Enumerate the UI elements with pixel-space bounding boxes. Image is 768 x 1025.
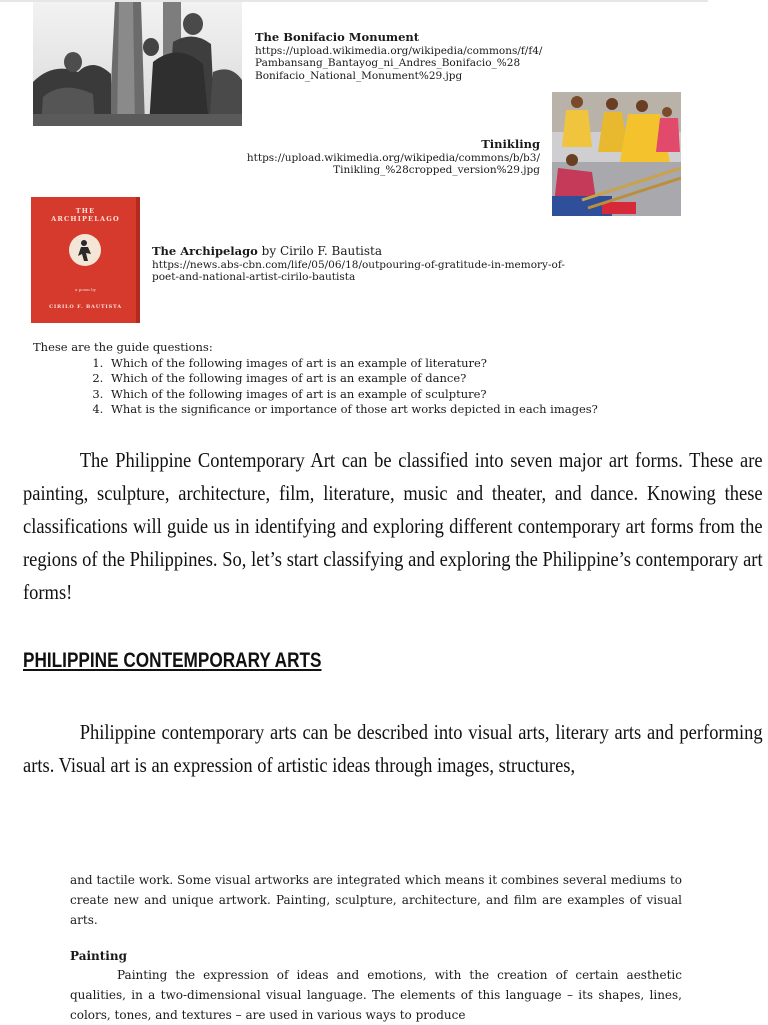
tinikling-url-line: Tinikling_%28cropped_version%29.jpg xyxy=(333,164,540,176)
monument-illustration xyxy=(33,2,242,126)
guide-question: 3. Which of the following images of art is an example of sculpture? xyxy=(107,387,703,403)
monument-url-line: Pambansang_Bantayog_ni_Andres_Bonifacio_%28 xyxy=(255,57,521,69)
book-cover-title-line: THE xyxy=(75,207,96,215)
tinikling-url-line: https://upload.wikimedia.org/wikipedia/commons/b/b3/ xyxy=(246,151,540,164)
bonifacio-monument-image xyxy=(33,2,242,126)
tinikling-illustration xyxy=(552,92,681,216)
tinikling-image xyxy=(552,92,681,216)
archipelago-caption-title: The Archipelago xyxy=(152,244,258,258)
intro-paragraph: The Philippine Contemporary Art can be classified into seven major art forms. These are painting, sculpture, architecture, film, literature, music and theater, and dance. Knowing these classifications will guide us in identifying and exploring different contemporary art forms from the regions of the Philippines. So, let’s start classifying and exploring the Philippine’s contemporary art forms! xyxy=(23,448,763,604)
section-heading: PHILIPPINE CONTEMPORARY ARTS xyxy=(23,648,322,672)
guide-intro: These are the guide questions: xyxy=(33,340,213,354)
book-cover-title-line: ARCHIPELAGO xyxy=(51,215,120,223)
book-cover-author: CIRILO F. BAUTISTA xyxy=(49,304,122,310)
painting-paragraph-text: Painting the expression of ideas and emotions, with the creation of certain aesthetic qualities, in a two-dimensional visual language. The elements of this language – its shapes, lines, colors, tones, and textures – are used in various ways to produce xyxy=(70,968,682,1022)
guide-questions xyxy=(33,340,703,418)
monument-url-line: https://upload.wikimedia.org/wikipedia/commons/f/f4/ xyxy=(255,44,543,57)
painting-subheading: Painting xyxy=(70,949,127,963)
guide-question-list xyxy=(33,356,703,418)
archipelago-url-line: poet-and-national-artist-cirilo-bautista xyxy=(152,271,356,283)
book-cover-title xyxy=(31,207,140,223)
visual-arts-paragraph: and tactile work. Some visual artworks are integrated which means it combines several mediums to create new and unique artwork. Painting, sculpture, architecture, and film are examples of visual arts. xyxy=(70,873,682,927)
guide-question: 1. Which of the following images of art is an example of literature? xyxy=(107,356,703,372)
archipelago-book-cover-image xyxy=(31,197,140,323)
painting-paragraph xyxy=(70,965,682,1025)
guide-question: 4. What is the significance or importance of those art works depicted in each images? xyxy=(107,402,703,418)
monument-url-line: Bonifacio_National_Monument%29.jpg xyxy=(255,69,463,82)
archipelago-caption xyxy=(152,245,565,284)
monument-caption xyxy=(255,31,542,82)
archipelago-caption-author: by Cirilo F. Bautista xyxy=(261,244,382,258)
monument-caption-title: The Bonifacio Monument xyxy=(255,30,420,44)
figure-emblem-icon xyxy=(69,234,101,266)
guide-question: 2. Which of the following images of art is an example of dance? xyxy=(107,371,703,387)
tinikling-caption-title: Tinikling xyxy=(481,137,540,151)
book-cover-emblem xyxy=(69,234,101,266)
tinikling-caption xyxy=(150,138,540,177)
book-cover-subtitle: a poem by xyxy=(75,287,96,292)
archipelago-url-line: https://news.abs-cbn.com/life/05/06/18/outpouring-of-gratitude-in-memory-of- xyxy=(152,258,565,271)
contemporary-arts-paragraph: Philippine contemporary arts can be described into visual arts, literary arts and performing arts. Visual art is an expression of artistic ideas through images, structures, xyxy=(23,720,763,777)
